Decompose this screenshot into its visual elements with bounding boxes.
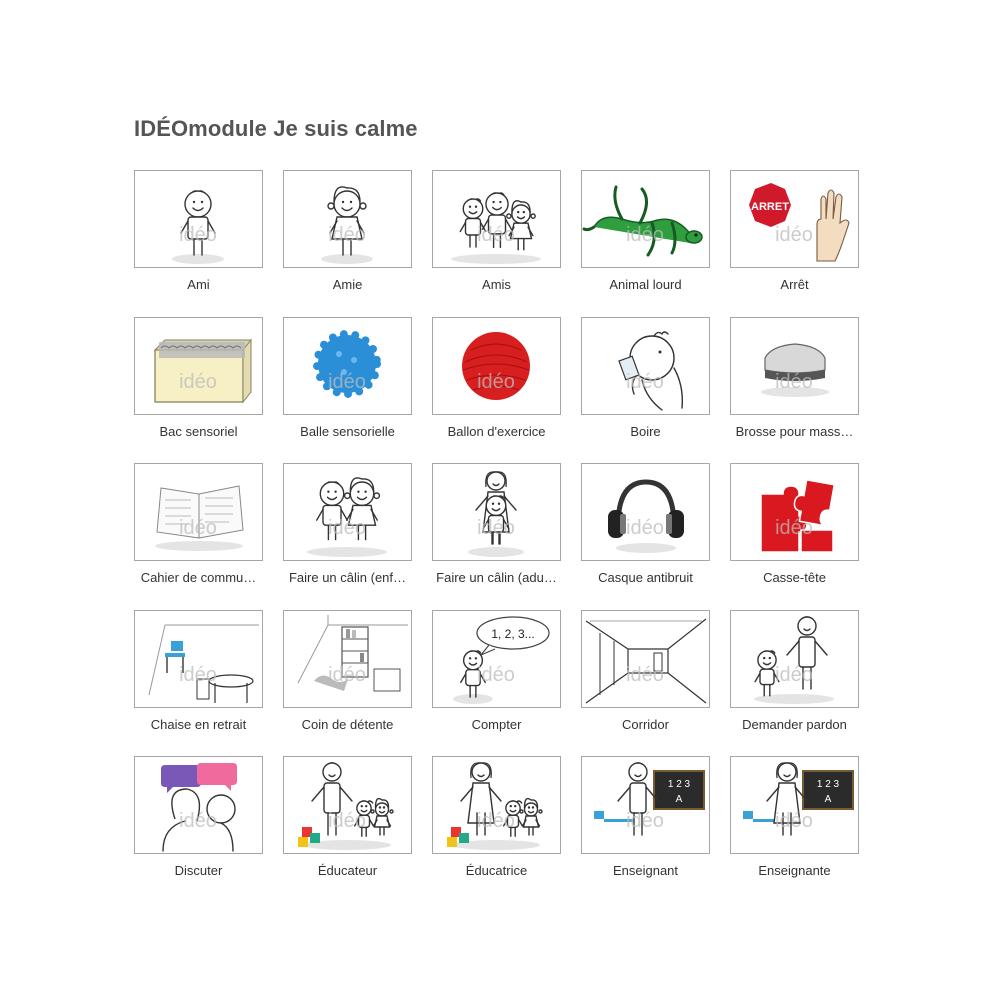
timeout-chair-icon [135, 611, 262, 707]
pictogram-tile[interactable] [730, 610, 859, 708]
pictogram-grid [134, 170, 859, 903]
pictogram-card[interactable] [134, 317, 263, 464]
pictogram-label: Amie [332, 277, 363, 292]
pictogram-tile[interactable] [283, 756, 412, 854]
ideo-watermark: idéo [328, 224, 366, 246]
ideo-watermark: idéo [626, 370, 664, 393]
ideo-watermark: idéo [328, 517, 366, 539]
pictogram-label: Ami [187, 277, 210, 292]
pictogram-label: Corridor [622, 716, 669, 732]
pictogram-tile[interactable] [581, 170, 710, 268]
pictogram-card[interactable] [730, 756, 859, 903]
relax-corner-icon [284, 611, 411, 707]
pictogram-card[interactable] [581, 463, 710, 610]
pictogram-card[interactable] [134, 610, 263, 757]
pictogram-label: Bac sensoriel [159, 423, 238, 439]
male-teacher-icon [582, 757, 709, 853]
ideo-watermark: idéo [179, 810, 217, 832]
ideo-watermark: idéo [328, 370, 366, 393]
pictogram-label: Chaise en retrait [150, 716, 247, 732]
pictogram-tile[interactable] [134, 317, 263, 415]
pictogram-label: Brosse pour mass… [735, 423, 854, 439]
ideo-watermark: idéo [626, 810, 664, 832]
children-hugging-icon [284, 464, 411, 560]
pictogram-tile[interactable] [134, 610, 263, 708]
noise-headphones-icon [582, 464, 709, 560]
male-educator-icon [284, 757, 411, 853]
boy-icon [135, 171, 262, 267]
svg-text:A: A [675, 794, 683, 805]
pictogram-label: Faire un câlin (adu… [436, 570, 557, 585]
pictogram-card[interactable] [432, 317, 561, 464]
red-exercise-ball-icon [433, 318, 560, 414]
pictogram-card[interactable] [432, 610, 561, 757]
ideo-watermark: idéo [626, 517, 664, 539]
pictogram-card[interactable] [134, 756, 263, 903]
pictogram-label: Enseignant [612, 863, 679, 878]
green-lizard-icon [582, 171, 709, 267]
pictogram-label: Faire un câlin (enf… [288, 570, 407, 585]
ideo-watermark: idéo [179, 663, 217, 686]
pictogram-tile[interactable] [283, 463, 412, 561]
massage-brush-icon [731, 318, 858, 414]
pictogram-card[interactable] [283, 317, 412, 464]
pictogram-tile[interactable] [432, 170, 561, 268]
discussion-icon [135, 757, 262, 853]
pictogram-tile[interactable] [730, 170, 859, 268]
pictogram-card[interactable] [283, 756, 412, 903]
pictogram-tile[interactable] [134, 756, 263, 854]
pictogram-label: Boire [630, 423, 661, 439]
pictogram-card[interactable] [283, 463, 412, 610]
ideo-watermark: idéo [626, 663, 664, 686]
pictogram-label: Balle sensorielle [300, 423, 395, 439]
ideo-watermark: idéo [328, 810, 366, 832]
pictogram-tile[interactable] [283, 170, 412, 268]
girl-icon [284, 171, 411, 267]
page-title: IDÉOmodule Je suis calme [134, 116, 418, 141]
female-educator-icon [433, 757, 560, 853]
svg-text:ARRET: ARRET [751, 201, 789, 213]
pictogram-label: Casse-tête [763, 570, 826, 585]
female-teacher-icon [731, 757, 858, 853]
pictogram-tile[interactable] [283, 610, 412, 708]
pictogram-card[interactable] [730, 610, 859, 757]
ideo-watermark: idéo [477, 663, 515, 686]
pictogram-tile[interactable] [581, 610, 710, 708]
pictogram-label: Demander pardon [742, 716, 847, 732]
ideo-watermark: idéo [328, 663, 366, 686]
pictogram-card[interactable] [581, 317, 710, 464]
blue-sensory-ball-icon [284, 318, 411, 414]
pictogram-card[interactable] [730, 463, 859, 610]
pictogram-label: Éducatrice [465, 863, 528, 878]
svg-text:1, 2, 3...: 1, 2, 3... [491, 626, 535, 641]
red-puzzle-icon [731, 464, 858, 560]
pictogram-tile[interactable] [432, 463, 561, 561]
ideo-watermark: idéo [775, 224, 813, 246]
ideo-watermark: idéo [477, 224, 515, 246]
pictogram-card[interactable] [730, 170, 859, 317]
corridor-icon [582, 611, 709, 707]
pictogram-tile[interactable] [432, 610, 561, 708]
pictogram-label: Coin de détente [301, 716, 394, 732]
pictogram-label: Discuter [174, 863, 223, 878]
pictogram-card[interactable] [581, 170, 710, 317]
pictogram-label: Compter [471, 716, 522, 732]
pictogram-label: Enseignante [758, 863, 831, 878]
ideo-watermark: idéo [775, 370, 813, 393]
ideo-watermark: idéo [477, 517, 515, 539]
pictogram-tile[interactable] [730, 463, 859, 561]
ideo-watermark: idéo [626, 224, 664, 246]
pictogram-tile[interactable] [283, 317, 412, 415]
pictogram-card[interactable] [730, 317, 859, 464]
friends-group-icon [433, 171, 560, 267]
ideo-watermark: idéo [477, 810, 515, 832]
ideo-watermark: idéo [179, 224, 217, 246]
pictogram-card[interactable] [432, 756, 561, 903]
pictogram-label: Cahier de commu… [140, 570, 257, 585]
pictogram-tile[interactable] [134, 463, 263, 561]
pictogram-tile[interactable] [432, 756, 561, 854]
pictogram-card[interactable] [432, 170, 561, 317]
pictogram-tile[interactable] [730, 756, 859, 854]
adult-child-hug-icon [433, 464, 560, 560]
pictogram-label: Éducateur [317, 863, 378, 878]
ideo-watermark: idéo [179, 517, 217, 539]
svg-text:1 2 3: 1 2 3 [667, 779, 691, 790]
child-counting-icon [433, 611, 560, 707]
pictogram-tile[interactable] [730, 317, 859, 415]
pictogram-label: Amis [482, 277, 511, 292]
pictogram-card[interactable] [134, 463, 263, 610]
pictogram-label: Arrêt [780, 277, 809, 292]
pictogram-card[interactable] [432, 463, 561, 610]
ideo-watermark: idéo [477, 370, 515, 393]
pictogram-card[interactable] [581, 756, 710, 903]
svg-text:A: A [824, 794, 832, 805]
pictogram-card[interactable] [134, 170, 263, 317]
communication-book-icon [135, 464, 262, 560]
pictogram-tile[interactable] [432, 317, 561, 415]
pictogram-card[interactable] [283, 170, 412, 317]
person-drinking-icon [582, 318, 709, 414]
svg-text:1 2 3: 1 2 3 [816, 779, 840, 790]
pictogram-tile[interactable] [134, 170, 263, 268]
ideo-watermark: idéo [775, 663, 813, 686]
pictogram-label: Ballon d'exercice [447, 423, 546, 439]
ask-forgiveness-icon [731, 611, 858, 707]
pictogram-tile[interactable] [581, 463, 710, 561]
pictogram-tile[interactable] [581, 317, 710, 415]
ideo-watermark: idéo [179, 370, 217, 393]
pictogram-card[interactable] [581, 610, 710, 757]
pictogram-tile[interactable] [581, 756, 710, 854]
pictogram-label: Animal lourd [609, 277, 682, 292]
ideo-watermark: idéo [775, 810, 813, 832]
sensory-bin-icon [135, 318, 262, 414]
pictogram-card[interactable] [283, 610, 412, 757]
stop-sign-hand-icon [731, 171, 858, 267]
ideo-watermark: idéo [775, 517, 813, 539]
pictogram-label: Casque antibruit [598, 570, 693, 585]
